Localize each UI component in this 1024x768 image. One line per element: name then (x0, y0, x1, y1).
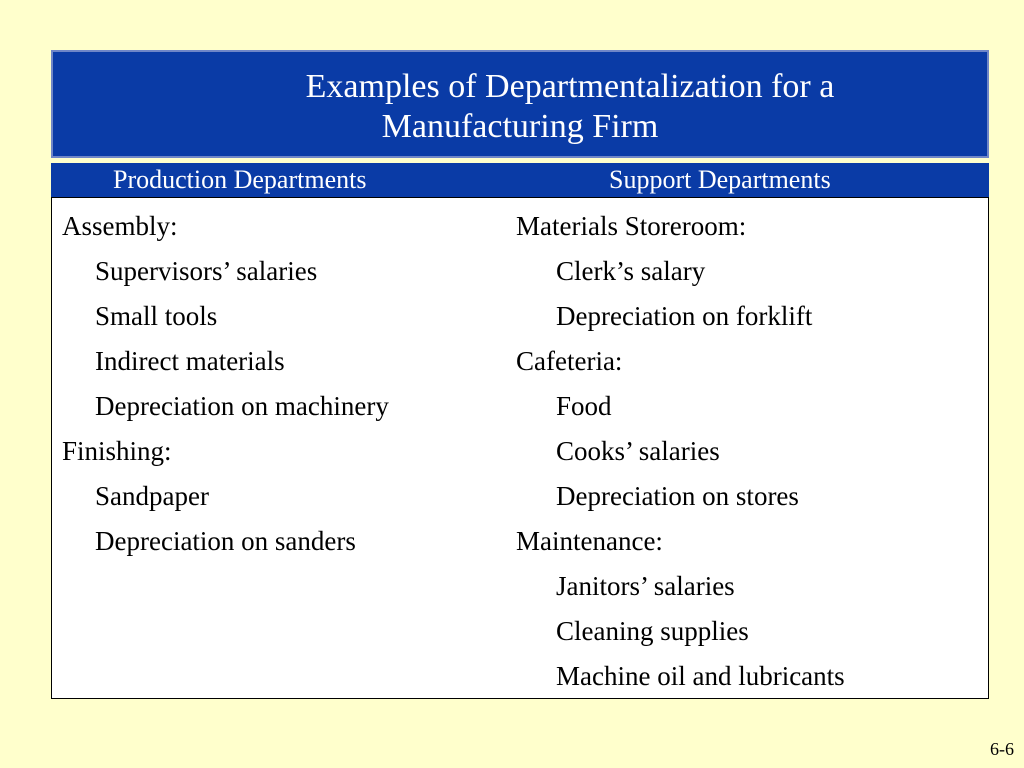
production-category: Finishing: (62, 436, 172, 466)
slide-title-line2: Manufacturing Firm (381, 108, 659, 145)
support-item: Depreciation on forklift (556, 301, 813, 331)
production-item: Sandpaper (95, 481, 209, 511)
production-item: Depreciation on sanders (95, 526, 356, 556)
slide-title-box (51, 50, 989, 158)
production-item: Depreciation on machinery (95, 391, 389, 421)
support-item: Janitors’ salaries (556, 571, 735, 601)
production-departments-header: Production Departments (113, 165, 367, 194)
support-item: Food (556, 391, 612, 421)
support-item: Clerk’s salary (556, 256, 706, 286)
support-category: Cafeteria: (516, 346, 623, 376)
production-item: Indirect materials (95, 346, 285, 376)
production-category: Assembly: (62, 211, 178, 241)
support-item: Depreciation on stores (556, 481, 799, 511)
production-item: Small tools (95, 301, 218, 331)
departments-table (51, 197, 989, 699)
support-item: Machine oil and lubricants (556, 661, 845, 691)
page-number: 6-6 (990, 739, 1014, 759)
support-category: Maintenance: (516, 526, 663, 556)
support-column (516, 208, 845, 703)
slide-title-line1: Examples of Departmentalization for a (305, 68, 835, 105)
support-item: Cooks’ salaries (556, 436, 720, 466)
table-header-bar (51, 163, 989, 197)
support-item: Cleaning supplies (556, 616, 749, 646)
production-item: Supervisors’ salaries (95, 256, 318, 286)
support-departments-header: Support Departments (609, 165, 831, 194)
production-column (62, 208, 389, 568)
support-category: Materials Storeroom: (516, 211, 747, 241)
